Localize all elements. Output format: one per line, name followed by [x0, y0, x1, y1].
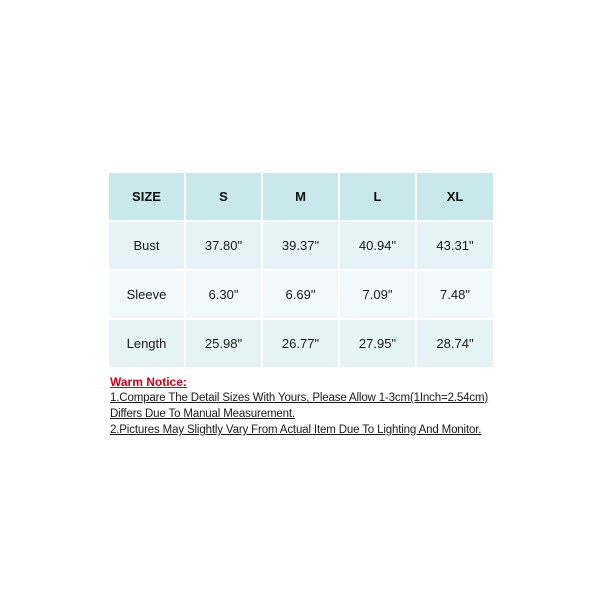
- notice-line-1: 1.Compare The Detail Sizes With Yours, Please Allow 1-3cm(1Inch=2.54cm): [110, 392, 489, 404]
- length-l: 27.95": [340, 320, 415, 367]
- length-m: 26.77": [263, 320, 338, 367]
- length-xl: 28.74": [417, 320, 493, 367]
- sleeve-s: 6.30": [186, 271, 261, 318]
- notice-title: Warm Notice:: [110, 375, 187, 389]
- row-label-length: Length: [109, 320, 184, 367]
- header-s: S: [186, 173, 261, 220]
- header-size: SIZE: [109, 173, 184, 220]
- sleeve-l: 7.09": [340, 271, 415, 318]
- notice-line-3: 2.Pictures May Slightly Vary From Actual Item Due To Lighting And Monitor.: [110, 424, 482, 436]
- header-xl: XL: [417, 173, 493, 220]
- row-label-sleeve: Sleeve: [109, 271, 184, 318]
- bust-l: 40.94": [340, 222, 415, 269]
- row-label-bust: Bust: [109, 222, 184, 269]
- bust-xl: 43.31": [417, 222, 493, 269]
- size-chart-table: [109, 173, 485, 361]
- sleeve-xl: 7.48": [417, 271, 493, 318]
- warm-notice: [110, 374, 550, 438]
- sleeve-m: 6.69": [263, 271, 338, 318]
- notice-line-2: Differs Due To Manual Measurement.: [110, 408, 295, 420]
- length-s: 25.98": [186, 320, 261, 367]
- bust-m: 39.37": [263, 222, 338, 269]
- header-l: L: [340, 173, 415, 220]
- bust-s: 37.80": [186, 222, 261, 269]
- header-m: M: [263, 173, 338, 220]
